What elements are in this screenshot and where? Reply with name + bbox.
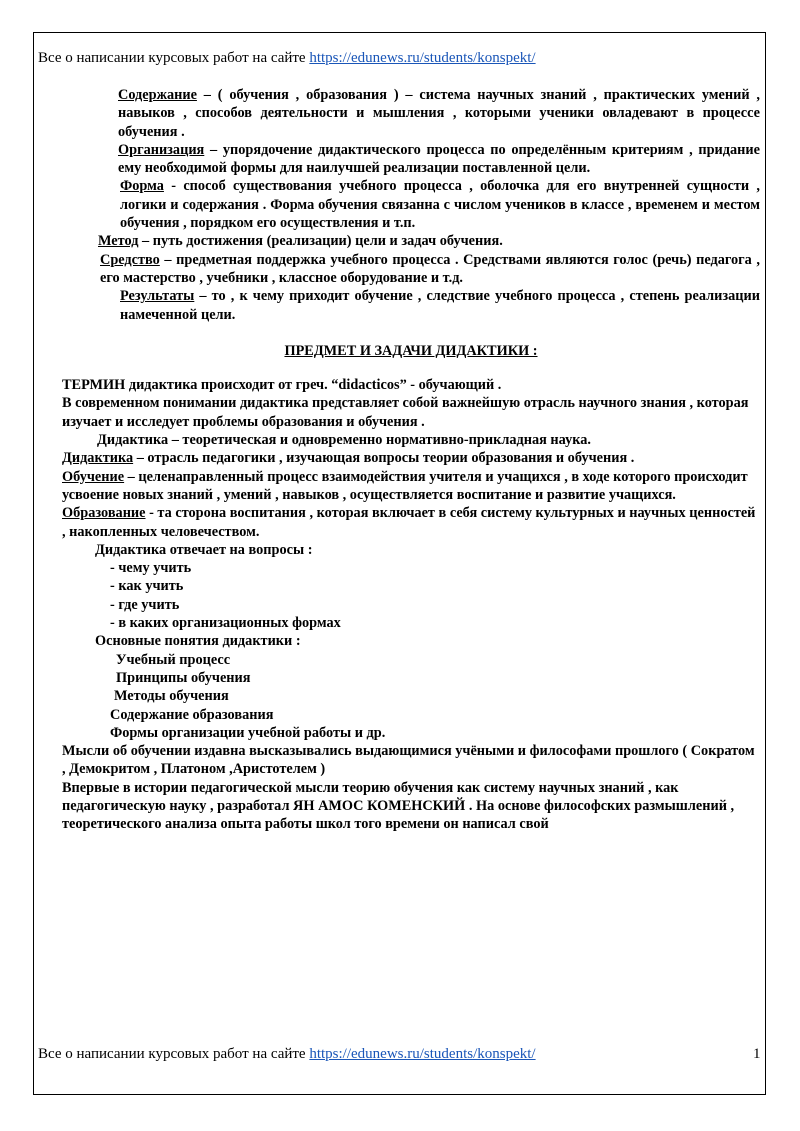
def-text: - способ существования учебного процесса , оболочка для его внутренней сущности , логики и содержания . Форма обучения связанна с числом учеников в классе , временем и местом обучения , порядком его осуществления и т.п. [120, 178, 760, 232]
concept-item: Формы организации учебной работы и др. [110, 724, 386, 741]
def-term: Дидактика [62, 450, 134, 467]
concepts-intro: Основные понятия дидактики : [95, 633, 301, 650]
page-footer [38, 1045, 536, 1063]
concept-item: Принципы обучения [116, 669, 251, 686]
footer-link[interactable]: https://edunews.ru/students/konspekt/ [309, 1046, 536, 1062]
question-item: - в каких организационных формах [110, 615, 341, 632]
def-term: Форма [120, 178, 164, 195]
def-text: – ( обучения , образования ) – система научных знаний , практических умений , навыков , способов деятельности и мышления , которыми ученики овладевают в процессе обучения . [118, 87, 760, 140]
header-text: Все о написании курсовых работ на сайте [38, 50, 310, 66]
footer-text: Все о написании курсовых работ на сайте [38, 1046, 310, 1062]
komensky-paragraph: Впервые в истории педагогической мысли теорию обучения как систему научных знаний , как педагогическую науку , разработал ЯН АМОС КОМЕНСКИЙ . На основе философских размышлений , теоретического анализа опыта работы школ того времени он написал свой [62, 779, 735, 833]
def-education [62, 504, 760, 541]
science-line: Дидактика – теоретическая и одновременно нормативно-прикладная наука. [97, 432, 591, 449]
def-content [62, 86, 760, 141]
def-organization [62, 141, 760, 178]
header-link[interactable]: https://edunews.ru/students/konspekt/ [309, 50, 536, 66]
def-text: – то , к чему приходит обучение , следствие учебного процесса , степень реализации намеченной цели. [120, 288, 760, 323]
thoughts-paragraph: Мысли об обучении издавна высказывались выдающимися учёными и философами прошлого ( Сократом , Демокритом , Платоном ,Аристотелем ) [62, 743, 755, 778]
def-term: Содержание [118, 87, 197, 103]
questions-intro: Дидактика отвечает на вопросы : [95, 541, 313, 558]
def-term: Результаты [120, 288, 195, 305]
def-text: - та сторона воспитания , которая включает в себя систему культурных и научных ценностей , накопленных человечеством. [62, 505, 756, 540]
page-number: 1 [753, 1046, 761, 1062]
concept-item: Учебный процесс [116, 651, 231, 668]
def-didactics [62, 449, 760, 467]
def-text: – упорядочение дидактического процесса по определённым критериям , придание ему необходимой формы для наилучшей реализации поставленной цели. [118, 141, 760, 177]
term-line: ТЕРМИН дидактика происходит от греч. “didacticos” - обучающий . [62, 377, 502, 394]
def-method [62, 232, 760, 250]
def-term: Образование [62, 505, 146, 522]
def-means [62, 251, 760, 288]
concept-item: Содержание образования [110, 706, 274, 723]
def-term: Метод [98, 233, 139, 250]
section-heading: ПРЕДМЕТ И ЗАДАЧИ ДИДАКТИКИ : [284, 342, 538, 359]
def-term: Обучение [62, 468, 125, 485]
def-form [62, 177, 760, 232]
def-text: – предметная поддержка учебного процесса . Средствами являются голос (речь) педагога , его мастерство , учебники , классное оборудование и т.д. [100, 251, 760, 286]
question-item: - чему учить [110, 560, 192, 577]
def-text: – путь достижения (реализации) цели и задач обучения. [138, 233, 503, 250]
def-term: Средство [100, 251, 160, 268]
def-text: – отрасль педагогики , изучающая вопросы теории образования и обучения . [133, 450, 635, 467]
question-item: - где учить [110, 596, 180, 613]
def-results [62, 287, 760, 324]
page-header [38, 49, 536, 67]
question-item: - как учить [110, 578, 184, 595]
def-text: – целенаправленный процесс взаимодействия учителя и учащихся , в ходе которого происходит усвоение новых знаний , умений , навыков , осуществляется воспитание и развитие учащихся. [62, 468, 748, 503]
concept-item: Методы обучения [114, 688, 229, 705]
def-learning [62, 468, 760, 505]
def-term: Организация [118, 141, 205, 158]
document-body [62, 86, 760, 834]
modern-line: В современном понимании дидактика представляет собой важнейшую отрасль научного знания , которая изучает и исследует проблемы образования и обучения . [62, 395, 749, 430]
